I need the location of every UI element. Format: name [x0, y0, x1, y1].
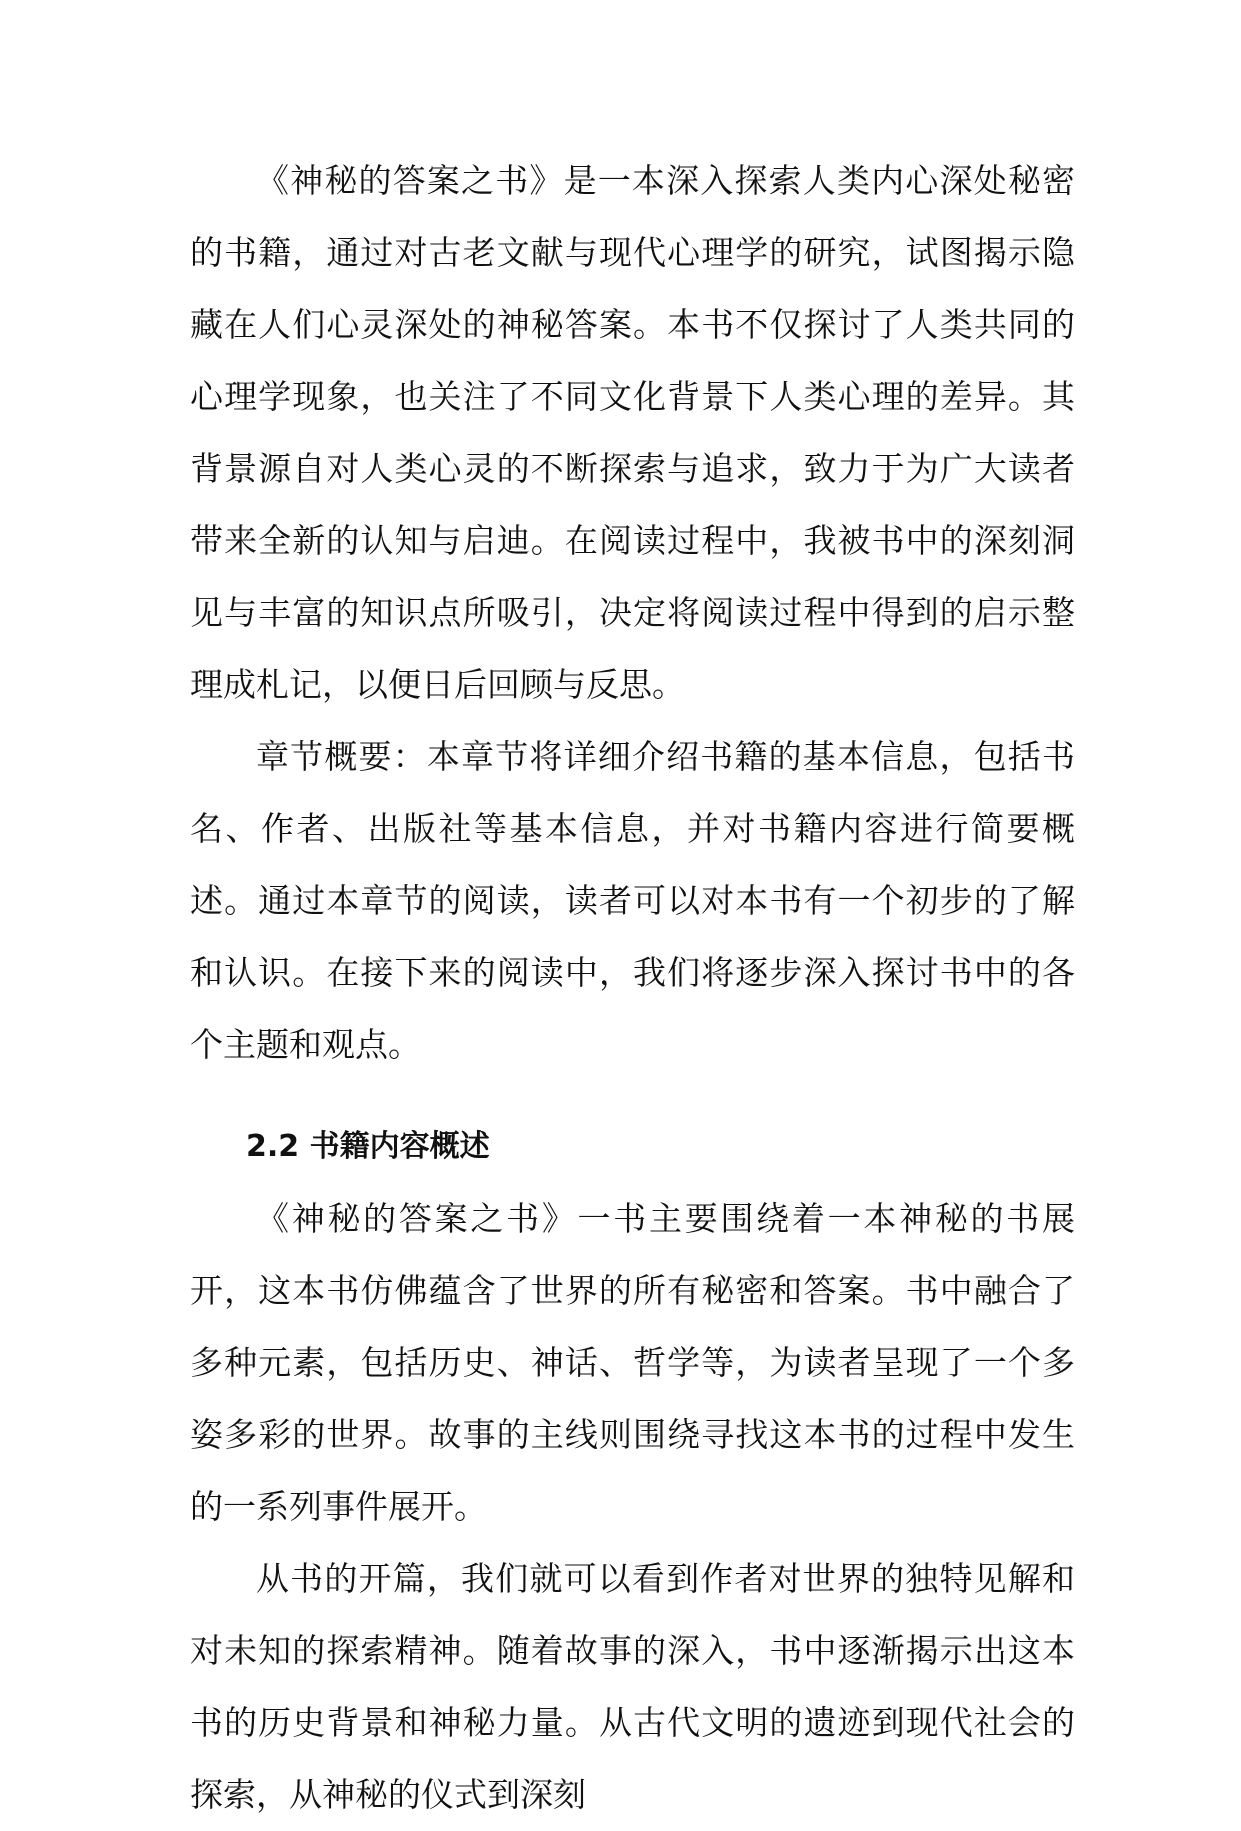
section-heading: 2.2 书籍内容概述 — [246, 1129, 490, 1164]
document-body — [190, 145, 1075, 1831]
paragraph-chapter-summary: 章节概要：本章节将详细介绍书籍的基本信息，包括书名、作者、出版社等基本信息，并对书籍内容进行简要概述。通过本章节的阅读，读者可以对本书有一个初步的了解和认识。在接下来的阅读中，我们将逐步深入探讨书中的各个主题和观点。 — [190, 737, 1075, 1064]
paragraph-content-overview: 《神秘的答案之书》一书主要围绕着一本神秘的书展开，这本书仿佛蕴含了世界的所有秘密和答案。书中融合了多种元素，包括历史、神话、哲学等，为读者呈现了一个多姿多彩的世界。故事的主线则围绕寻找这本书的过程中发生的一系列事件展开。 — [190, 1199, 1075, 1526]
paragraph-opening-analysis: 从书的开篇，我们就可以看到作者对世界的独特见解和对未知的探索精神。随着故事的深入，书中逐渐揭示出这本书的历史背景和神秘力量。从古代文明的遗迹到现代社会的探索，从神秘的仪式到深刻 — [190, 1559, 1075, 1814]
paragraph-book-intro: 《神秘的答案之书》是一本深入探索人类内心深处秘密的书籍，通过对古老文献与现代心理学的研究，试图揭示隐藏在人们心灵深处的神秘答案。本书不仅探讨了人类共同的心理学现象，也关注了不同文化背景下人类心理的差异。其背景源自对人类心灵的不断探索与追求，致力于为广大读者带来全新的认知与启迪。在阅读过程中，我被书中的深刻洞见与丰富的知识点所吸引，决定将阅读过程中得到的启示整理成札记，以便日后回顾与反思。 — [190, 161, 1075, 704]
